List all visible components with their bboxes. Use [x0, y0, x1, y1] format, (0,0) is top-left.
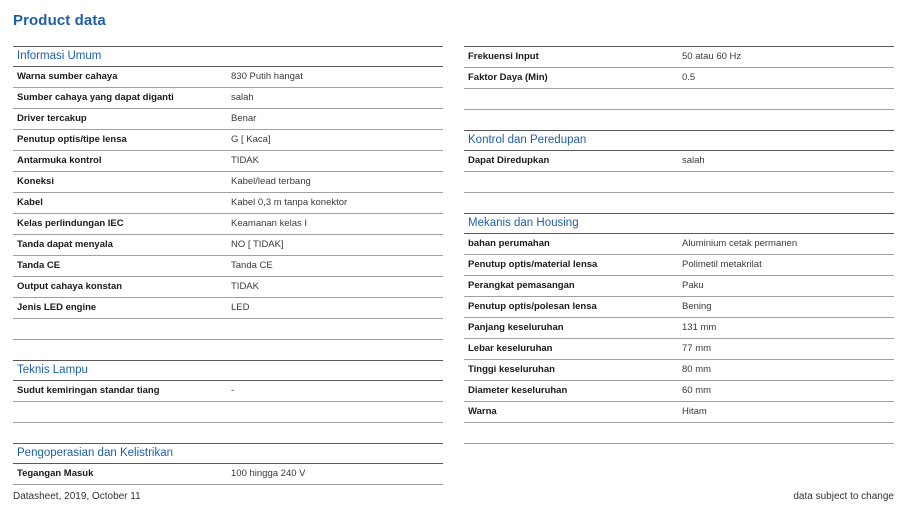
row-lebar-keseluruhan	[464, 339, 894, 360]
section-title: Informasi Umum	[13, 46, 443, 67]
row-diameter-keseluruhan	[464, 381, 894, 402]
row-value: G [ Kaca]	[231, 134, 271, 145]
section-pengoperasian-dan-kelistrikan	[13, 443, 443, 485]
row-blank	[464, 89, 894, 110]
row-tegangan-masuk	[13, 464, 443, 485]
row-value: Kabel/lead terbang	[231, 176, 311, 187]
row-label: Faktor Daya (Min)	[468, 72, 548, 83]
row-dapat-diredupkan	[464, 151, 894, 172]
row-label: Tanda CE	[17, 260, 61, 271]
row-value: Paku	[682, 280, 704, 291]
row-value: 830 Putih hangat	[231, 71, 303, 82]
row-blank	[13, 402, 443, 423]
row-value	[231, 402, 443, 422]
row-value: Aluminium cetak permanen	[682, 238, 798, 249]
row-label: Sumber cahaya yang dapat diganti	[17, 92, 174, 103]
row-label: Tanda dapat menyala	[17, 239, 113, 250]
row-label: Output cahaya konstan	[17, 281, 123, 292]
row-label: Penutup optis/tipe lensa	[17, 134, 127, 145]
section-teknis-lampu	[13, 360, 443, 423]
row-tanda-dapat-menyala	[13, 235, 443, 256]
section-continued-0	[464, 46, 894, 110]
footer-disclaimer: data subject to change	[793, 491, 894, 502]
row-label	[13, 319, 231, 339]
row-tanda-ce	[13, 256, 443, 277]
row-value: Hitam	[682, 406, 707, 417]
row-value: salah	[231, 92, 254, 103]
row-blank	[464, 172, 894, 193]
row-label: Panjang keseluruhan	[468, 322, 564, 333]
row-value: LED	[231, 302, 250, 313]
row-label: Perangkat pemasangan	[468, 280, 575, 291]
row-label: Lebar keseluruhan	[468, 343, 553, 354]
row-label: Warna	[468, 406, 497, 417]
row-value: salah	[682, 155, 705, 166]
row-label	[464, 423, 682, 443]
row-label: Penutup optis/material lensa	[468, 259, 598, 270]
row-value	[682, 172, 894, 192]
row-value: -	[231, 385, 235, 396]
row-driver-tercakup	[13, 109, 443, 130]
row-value: 50 atau 60 Hz	[682, 51, 742, 62]
row-label: Driver tercakup	[17, 113, 87, 124]
row-blank	[13, 319, 443, 340]
row-label: Sudut kemiringan standar tiang	[17, 385, 160, 396]
row-value: Keamanan kelas I	[231, 218, 308, 229]
row-value: 80 mm	[682, 364, 712, 375]
row-value	[682, 89, 894, 109]
row-kabel	[13, 193, 443, 214]
row-sudut-kemiringan-standar-tiang	[13, 381, 443, 402]
row-koneksi	[13, 172, 443, 193]
row-value: Benar	[231, 113, 257, 124]
right-column	[464, 46, 894, 464]
row-label: bahan perumahan	[468, 238, 550, 249]
row-penutup-optis-tipe-lensa	[13, 130, 443, 151]
row-jenis-led-engine	[13, 298, 443, 319]
section-informasi-umum	[13, 46, 443, 340]
row-value	[231, 319, 443, 339]
row-value: 0.5	[682, 72, 696, 83]
row-penutup-optis-material-lensa	[464, 255, 894, 276]
row-label: Tinggi keseluruhan	[468, 364, 555, 375]
section-title: Pengoperasian dan Kelistrikan	[13, 443, 443, 464]
row-label: Diameter keseluruhan	[468, 385, 568, 396]
row-warna-sumber-cahaya	[13, 67, 443, 88]
row-value: 131 mm	[682, 322, 717, 333]
row-perangkat-pemasangan	[464, 276, 894, 297]
row-value: TIDAK	[231, 281, 259, 292]
row-penutup-optis-polesan-lensa	[464, 297, 894, 318]
row-value: Tanda CE	[231, 260, 273, 271]
row-label: Tegangan Masuk	[17, 468, 94, 479]
section-title: Mekanis dan Housing	[464, 213, 894, 234]
row-output-cahaya-konstan	[13, 277, 443, 298]
row-frekuensi-input	[464, 47, 894, 68]
section-kontrol-dan-peredupan	[464, 130, 894, 193]
row-kelas-perlindungan-iec	[13, 214, 443, 235]
row-faktor-daya-min	[464, 68, 894, 89]
row-value: Polimetil metakrilat	[682, 259, 762, 270]
page-title: Product data	[13, 12, 106, 29]
row-label: Dapat Diredupkan	[468, 155, 550, 166]
section-title: Kontrol dan Peredupan	[464, 130, 894, 151]
row-value: 60 mm	[682, 385, 712, 396]
row-warna	[464, 402, 894, 423]
footer-date: Datasheet, 2019, October 11	[13, 491, 141, 502]
row-value: 77 mm	[682, 343, 712, 354]
row-antarmuka-kontrol	[13, 151, 443, 172]
row-label: Antarmuka kontrol	[17, 155, 102, 166]
row-value: TIDAK	[231, 155, 259, 166]
row-tinggi-keseluruhan	[464, 360, 894, 381]
row-bahan-perumahan	[464, 234, 894, 255]
row-label	[13, 402, 231, 422]
row-label: Jenis LED engine	[17, 302, 97, 313]
row-value: 100 hingga 240 V	[231, 468, 306, 479]
row-value	[682, 423, 894, 443]
row-label: Penutup optis/polesan lensa	[468, 301, 597, 312]
row-label: Frekuensi Input	[468, 51, 539, 62]
left-column	[13, 46, 443, 505]
row-value: Kabel 0,3 m tanpa konektor	[231, 197, 348, 208]
row-label	[464, 89, 682, 109]
row-panjang-keseluruhan	[464, 318, 894, 339]
section-mekanis-dan-housing	[464, 213, 894, 444]
row-value: Bening	[682, 301, 712, 312]
row-label: Kabel	[17, 197, 43, 208]
row-value: NO [ TIDAK]	[231, 239, 284, 250]
section-title: Teknis Lampu	[13, 360, 443, 381]
row-sumber-cahaya-yang-dapat-diganti	[13, 88, 443, 109]
row-label	[464, 172, 682, 192]
row-blank	[464, 423, 894, 444]
row-label: Warna sumber cahaya	[17, 71, 118, 82]
row-label: Koneksi	[17, 176, 54, 187]
row-label: Kelas perlindungan IEC	[17, 218, 124, 229]
